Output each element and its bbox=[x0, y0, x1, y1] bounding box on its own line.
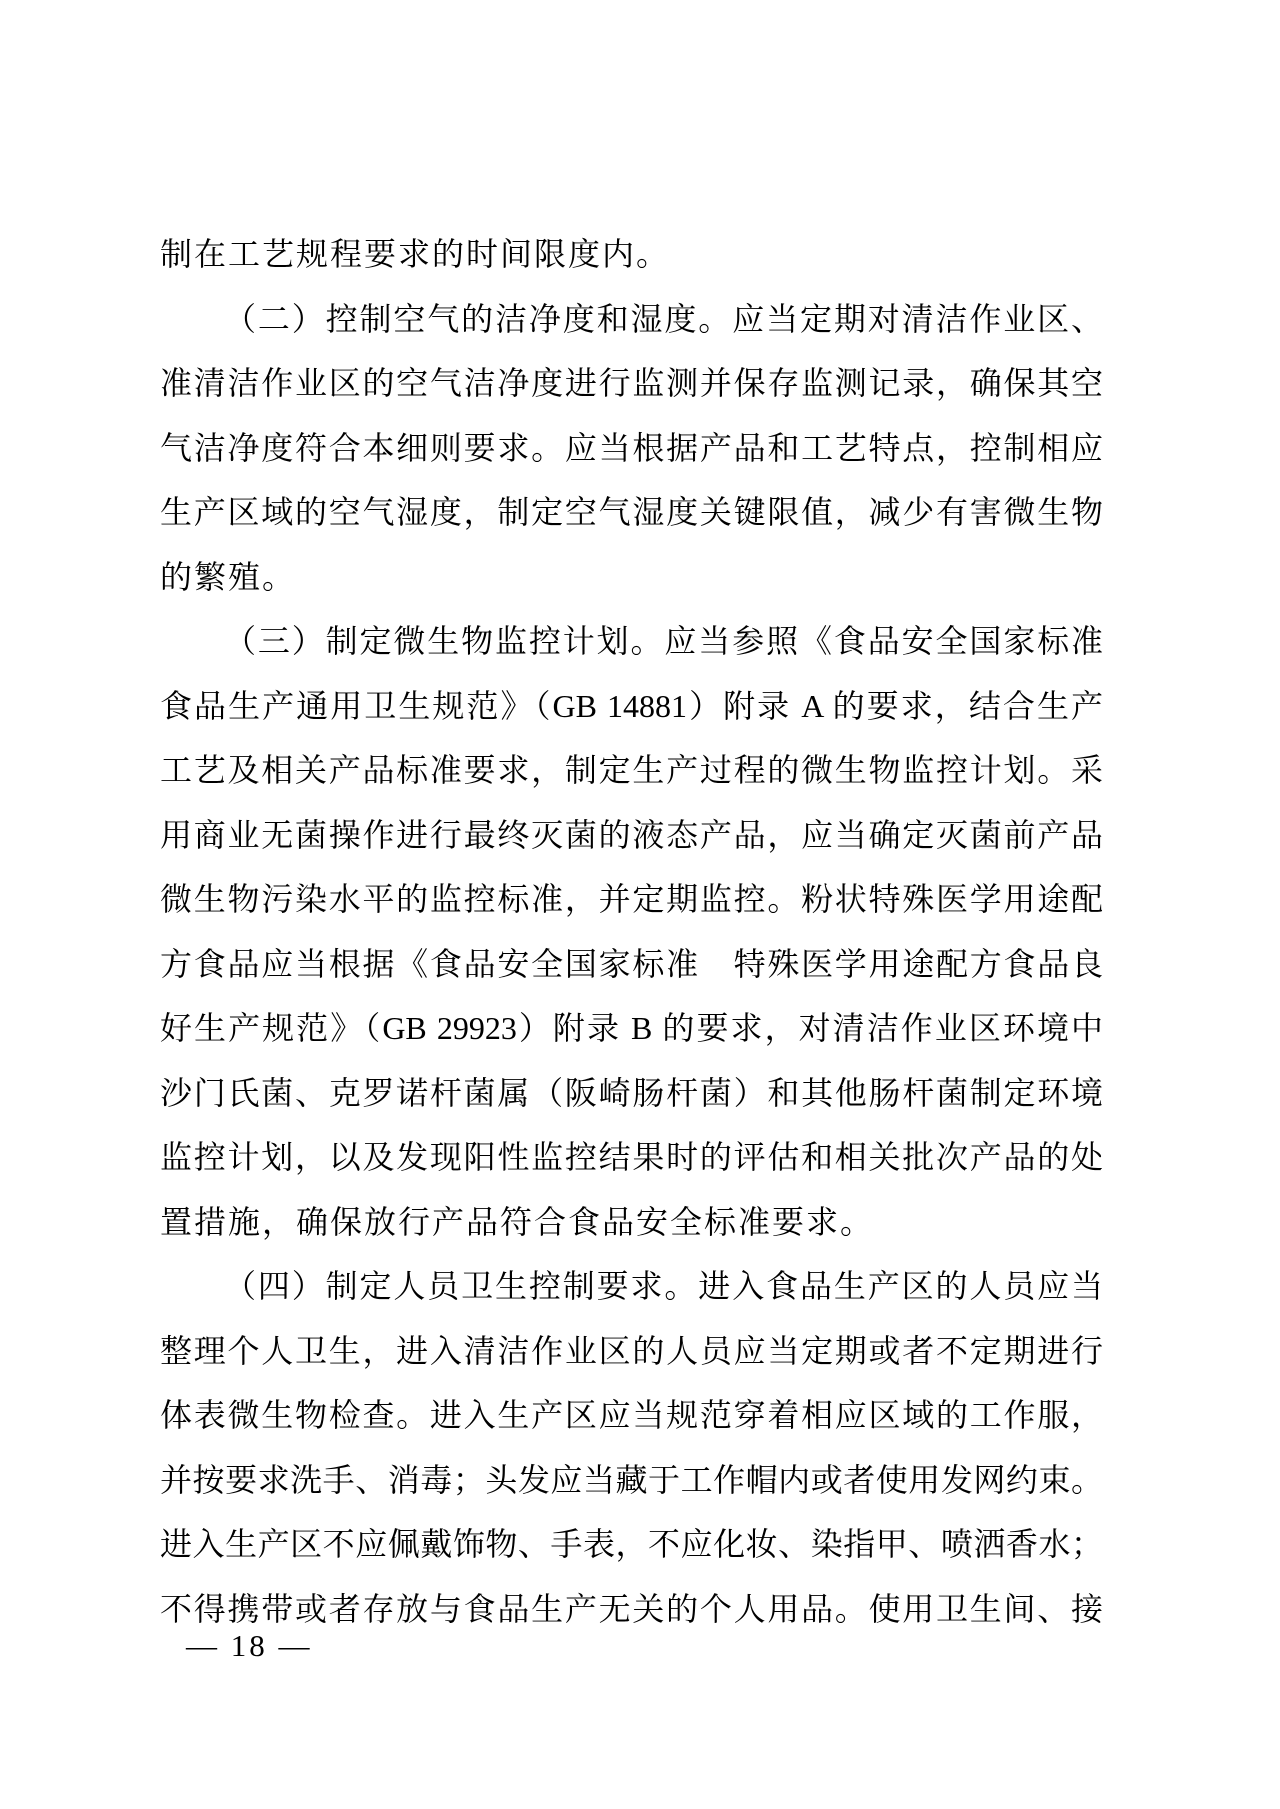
text-line: 的繁殖。 bbox=[160, 558, 297, 595]
text-line: 不得携带或者存放与食品生产无关的个人用品。使用卫生间、接 bbox=[160, 1590, 1103, 1627]
text-line: 用商业无菌操作进行最终灭菌的液态产品，应当确定灭菌前产品 bbox=[160, 816, 1103, 853]
text-line: 准清洁作业区的空气洁净度进行监测并保存监测记录，确保其空 bbox=[160, 365, 1103, 401]
text-line: 监控计划，以及发现阳性监控结果时的评估和相关批次产品的处 bbox=[160, 1139, 1103, 1175]
text-line: （四）制定人员卫生控制要求。进入食品生产区的人员应当 bbox=[224, 1268, 1103, 1304]
text-line: 好生产规范》（GB 29923）附录 B 的要求，对清洁作业区环境中 bbox=[160, 1010, 1103, 1046]
text-line: （三）制定微生物监控计划。应当参照《食品安全国家标准 bbox=[224, 623, 1103, 659]
text-line: 沙门氏菌、克罗诺杆菌属（阪崎肠杆菌）和其他肠杆菌制定环境 bbox=[160, 1074, 1103, 1111]
text-line: （二）控制空气的洁净度和湿度。应当定期对清洁作业区、 bbox=[224, 300, 1103, 337]
text-line: 整理个人卫生，进入清洁作业区的人员应当定期或者不定期进行 bbox=[160, 1332, 1103, 1369]
text-line: 方食品应当根据《食品安全国家标准 特殊医学用途配方食品良 bbox=[160, 945, 1103, 982]
text-line: 体表微生物检查。进入生产区应当规范穿着相应区域的工作服， bbox=[160, 1397, 1103, 1433]
text-line: 置措施，确保放行产品符合食品安全标准要求。 bbox=[160, 1203, 875, 1240]
text-line: 进入生产区不应佩戴饰物、手表，不应化妆、染指甲、喷洒香水； bbox=[160, 1526, 1103, 1562]
text-line: 工艺及相关产品标准要求，制定生产过程的微生物监控计划。采 bbox=[160, 752, 1103, 788]
text-line: 制在工艺规程要求的时间限度内。 bbox=[160, 236, 671, 272]
page-number: — 18 — bbox=[186, 1628, 313, 1663]
text-line: 食品生产通用卫生规范》（GB 14881）附录 A 的要求，结合生产 bbox=[160, 687, 1103, 724]
document-body bbox=[160, 222, 1103, 1641]
text-line: 生产区域的空气湿度，制定空气湿度关键限值，减少有害微生物 bbox=[160, 494, 1103, 530]
text-line: 并按要求洗手、消毒；头发应当藏于工作帽内或者使用发网约束。 bbox=[160, 1461, 1103, 1498]
text-line: 气洁净度符合本细则要求。应当根据产品和工艺特点，控制相应 bbox=[160, 429, 1103, 466]
text-line: 微生物污染水平的监控标准，并定期监控。粉状特殊医学用途配 bbox=[160, 881, 1103, 917]
